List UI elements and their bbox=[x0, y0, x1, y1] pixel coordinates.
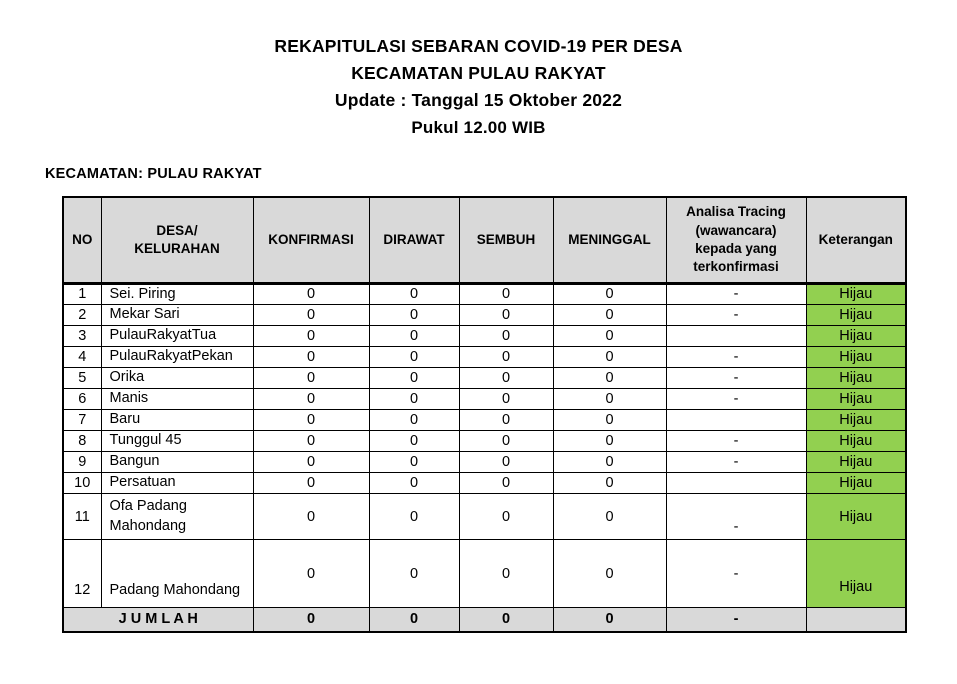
table-row bbox=[63, 389, 906, 410]
cell-meninggal: 0 bbox=[553, 452, 666, 473]
table-row bbox=[63, 283, 906, 305]
cell-meninggal: 0 bbox=[553, 326, 666, 347]
cell-dirawat: 0 bbox=[369, 283, 459, 305]
cell-meninggal: 0 bbox=[553, 368, 666, 389]
table-row bbox=[63, 473, 906, 494]
cell-meninggal: 0 bbox=[553, 347, 666, 368]
table-total-row bbox=[63, 608, 906, 632]
cell-keterangan-status: Hijau bbox=[806, 452, 906, 473]
cell-village-name: PulauRakyatTua bbox=[101, 326, 253, 347]
column-header-dirawat: DIRAWAT bbox=[369, 197, 459, 283]
cell-sembuh: 0 bbox=[459, 305, 553, 326]
table-row bbox=[63, 540, 906, 608]
table-row bbox=[63, 368, 906, 389]
cell-dirawat: 0 bbox=[369, 473, 459, 494]
cell-sembuh: 0 bbox=[459, 326, 553, 347]
cell-sembuh: 0 bbox=[459, 473, 553, 494]
cell-row-number: 10 bbox=[63, 473, 101, 494]
cell-keterangan-status: Hijau bbox=[806, 326, 906, 347]
cell-keterangan-status: Hijau bbox=[806, 347, 906, 368]
cell-keterangan-status: Hijau bbox=[806, 410, 906, 431]
cell-konfirmasi: 0 bbox=[253, 326, 369, 347]
cell-dirawat: 0 bbox=[369, 410, 459, 431]
cell-meninggal: 0 bbox=[553, 283, 666, 305]
cell-village-name: Baru bbox=[101, 410, 253, 431]
cell-konfirmasi: 0 bbox=[253, 368, 369, 389]
cell-total-dirawat: 0 bbox=[369, 608, 459, 632]
cell-row-number: 2 bbox=[63, 305, 101, 326]
cell-analisa-tracing: - bbox=[666, 283, 806, 305]
table-row bbox=[63, 326, 906, 347]
cell-analisa-tracing: - bbox=[666, 540, 806, 608]
cell-sembuh: 0 bbox=[459, 389, 553, 410]
column-header-sembuh: SEMBUH bbox=[459, 197, 553, 283]
column-header-keterangan: Keterangan bbox=[806, 197, 906, 283]
cell-row-number: 6 bbox=[63, 389, 101, 410]
column-header-analisa-tracing: Analisa Tracing (wawancara) kepada yang terkonfirmasi bbox=[666, 197, 806, 283]
cell-village-name: Bangun bbox=[101, 452, 253, 473]
cell-konfirmasi: 0 bbox=[253, 431, 369, 452]
cell-village-name: Persatuan bbox=[101, 473, 253, 494]
cell-row-number: 5 bbox=[63, 368, 101, 389]
table-header-row bbox=[63, 197, 906, 283]
cell-konfirmasi: 0 bbox=[253, 540, 369, 608]
kecamatan-section-label: KECAMATAN: PULAU RAKYAT bbox=[45, 166, 262, 182]
cell-row-number: 9 bbox=[63, 452, 101, 473]
cell-dirawat: 0 bbox=[369, 494, 459, 540]
cell-konfirmasi: 0 bbox=[253, 473, 369, 494]
report-update-date: Update : Tanggal 15 Oktober 2022 bbox=[334, 90, 623, 110]
cell-sembuh: 0 bbox=[459, 494, 553, 540]
cell-dirawat: 0 bbox=[369, 431, 459, 452]
report-title-line-2: KECAMATAN PULAU RAKYAT bbox=[351, 63, 606, 83]
cell-keterangan-status: Hijau bbox=[806, 494, 906, 540]
cell-meninggal: 0 bbox=[553, 410, 666, 431]
cell-row-number: 11 bbox=[63, 494, 101, 540]
covid-recap-table bbox=[62, 196, 907, 633]
report-title-block bbox=[0, 33, 957, 141]
table-row bbox=[63, 347, 906, 368]
cell-keterangan-status: Hijau bbox=[806, 431, 906, 452]
cell-dirawat: 0 bbox=[369, 540, 459, 608]
column-header-konfirmasi: KONFIRMASI bbox=[253, 197, 369, 283]
cell-analisa-tracing: - bbox=[666, 494, 806, 540]
cell-keterangan-status: Hijau bbox=[806, 389, 906, 410]
cell-konfirmasi: 0 bbox=[253, 305, 369, 326]
table-row bbox=[63, 431, 906, 452]
cell-dirawat: 0 bbox=[369, 347, 459, 368]
cell-keterangan-status: Hijau bbox=[806, 368, 906, 389]
column-header-meninggal: MENINGGAL bbox=[553, 197, 666, 283]
cell-row-number: 7 bbox=[63, 410, 101, 431]
cell-row-number: 8 bbox=[63, 431, 101, 452]
cell-village-name: Mekar Sari bbox=[101, 305, 253, 326]
cell-meninggal: 0 bbox=[553, 431, 666, 452]
cell-row-number: 4 bbox=[63, 347, 101, 368]
cell-keterangan-status: Hijau bbox=[806, 540, 906, 608]
table-row bbox=[63, 305, 906, 326]
cell-village-name: PulauRakyatPekan bbox=[101, 347, 253, 368]
cell-analisa-tracing bbox=[666, 410, 806, 431]
cell-row-number: 12 bbox=[63, 540, 101, 608]
cell-dirawat: 0 bbox=[369, 326, 459, 347]
cell-meninggal: 0 bbox=[553, 305, 666, 326]
table-row bbox=[63, 452, 906, 473]
cell-meninggal: 0 bbox=[553, 473, 666, 494]
cell-row-number: 1 bbox=[63, 283, 101, 305]
cell-total-analisa: - bbox=[666, 608, 806, 632]
table-row bbox=[63, 494, 906, 540]
cell-dirawat: 0 bbox=[369, 389, 459, 410]
cell-keterangan-status: Hijau bbox=[806, 473, 906, 494]
cell-sembuh: 0 bbox=[459, 410, 553, 431]
cell-analisa-tracing bbox=[666, 473, 806, 494]
cell-sembuh: 0 bbox=[459, 347, 553, 368]
cell-keterangan-status: Hijau bbox=[806, 305, 906, 326]
table-row bbox=[63, 410, 906, 431]
cell-meninggal: 0 bbox=[553, 494, 666, 540]
column-header-no: NO bbox=[63, 197, 101, 283]
report-title-line-1: REKAPITULASI SEBARAN COVID-19 PER DESA bbox=[274, 36, 683, 56]
cell-village-name: Ofa Padang Mahondang bbox=[101, 494, 253, 540]
cell-konfirmasi: 0 bbox=[253, 410, 369, 431]
cell-village-name: Sei. Piring bbox=[101, 283, 253, 305]
cell-analisa-tracing: - bbox=[666, 431, 806, 452]
cell-sembuh: 0 bbox=[459, 368, 553, 389]
cell-meninggal: 0 bbox=[553, 540, 666, 608]
cell-sembuh: 0 bbox=[459, 283, 553, 305]
cell-analisa-tracing: - bbox=[666, 347, 806, 368]
cell-sembuh: 0 bbox=[459, 431, 553, 452]
cell-total-konfirmasi: 0 bbox=[253, 608, 369, 632]
cell-analisa-tracing: - bbox=[666, 389, 806, 410]
cell-konfirmasi: 0 bbox=[253, 283, 369, 305]
cell-total-label: J U M L A H bbox=[63, 608, 253, 632]
cell-dirawat: 0 bbox=[369, 368, 459, 389]
cell-village-name: Tunggul 45 bbox=[101, 431, 253, 452]
cell-sembuh: 0 bbox=[459, 540, 553, 608]
cell-village-name: Orika bbox=[101, 368, 253, 389]
cell-village-name: Padang Mahondang bbox=[101, 540, 253, 608]
cell-analisa-tracing: - bbox=[666, 452, 806, 473]
cell-total-sembuh: 0 bbox=[459, 608, 553, 632]
cell-village-name: Manis bbox=[101, 389, 253, 410]
cell-konfirmasi: 0 bbox=[253, 389, 369, 410]
cell-sembuh: 0 bbox=[459, 452, 553, 473]
cell-analisa-tracing bbox=[666, 326, 806, 347]
cell-total-keterangan bbox=[806, 608, 906, 632]
cell-konfirmasi: 0 bbox=[253, 452, 369, 473]
cell-keterangan-status: Hijau bbox=[806, 283, 906, 305]
cell-row-number: 3 bbox=[63, 326, 101, 347]
column-header-desa-kelurahan: DESA/ KELURAHAN bbox=[101, 197, 253, 283]
cell-analisa-tracing: - bbox=[666, 305, 806, 326]
cell-dirawat: 0 bbox=[369, 452, 459, 473]
report-update-time: Pukul 12.00 WIB bbox=[411, 118, 546, 137]
cell-dirawat: 0 bbox=[369, 305, 459, 326]
cell-meninggal: 0 bbox=[553, 389, 666, 410]
cell-total-meninggal: 0 bbox=[553, 608, 666, 632]
cell-analisa-tracing: - bbox=[666, 368, 806, 389]
cell-konfirmasi: 0 bbox=[253, 494, 369, 540]
cell-konfirmasi: 0 bbox=[253, 347, 369, 368]
table-body bbox=[63, 283, 906, 632]
